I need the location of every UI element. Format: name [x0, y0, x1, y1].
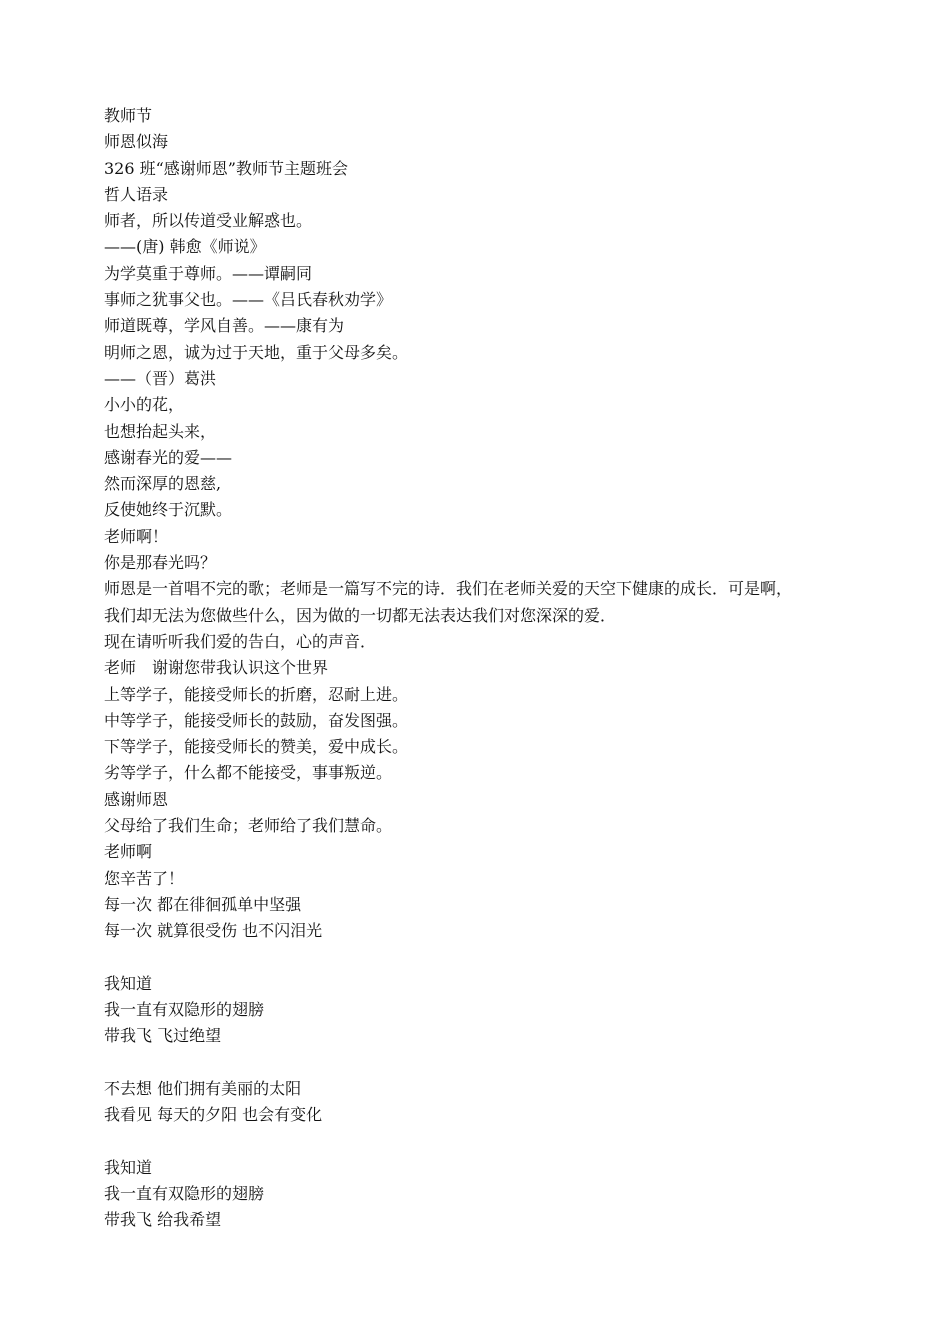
doc-heading: 326 班“感谢师恩”教师节主题班会	[104, 158, 348, 178]
lyric-line: 每一次 就算很受伤 也不闪泪光	[104, 921, 323, 941]
paragraph-line: 现在请听听我们爱的告白，心的声音．	[104, 631, 377, 651]
document-body	[104, 103, 864, 1234]
poem-line: 老师啊！	[104, 526, 169, 546]
lyric-line: 我看见 每天的夕阳 也会有变化	[104, 1105, 323, 1125]
blank-line	[104, 945, 864, 971]
lyric-line: 带我飞 给我希望	[104, 1210, 222, 1230]
section-heading: 感谢师恩	[104, 789, 169, 809]
lyric-line: 我知道	[104, 1157, 153, 1177]
poem-line: 也想抬起头来，	[104, 421, 217, 441]
blank-line	[104, 1129, 864, 1155]
text-line: 下等学子，能接受师长的赞美，爱中成长。	[104, 737, 409, 757]
text-line: 上等学子，能接受师长的折磨，忍耐上进。	[104, 684, 409, 704]
text-line: ——(唐) 韩愈《师说》	[104, 237, 266, 257]
paragraph-line: 师恩是一首唱不完的歌；老师是一篇写不完的诗．我们在老师关爱的天空下健康的成长．可是啊，	[104, 579, 793, 599]
poem-line: 感谢春光的爱——	[104, 447, 233, 467]
blank-line	[104, 1050, 864, 1076]
poem-line: 你是那春光吗？	[104, 553, 217, 573]
lyric-line: 每一次 都在徘徊孤单中坚强	[104, 894, 302, 914]
text-line: 师者，所以传道受业解惑也。	[104, 211, 313, 231]
lyric-line: 带我飞 飞过绝望	[104, 1026, 222, 1046]
text-line: ——（晋）葛洪	[104, 368, 217, 388]
lyric-line: 我一直有双隐形的翅膀	[104, 1000, 265, 1020]
lyric-line: 我一直有双隐形的翅膀	[104, 1184, 265, 1204]
text-line: 老师啊	[104, 842, 153, 862]
text-line: 事师之犹事父也。——《吕氏春秋劝学》	[104, 290, 393, 310]
text-line: 老师 谢谢您带我认识这个世界	[104, 658, 329, 678]
text-line: 明师之恩，诚为过于天地，重于父母多矣。	[104, 342, 409, 362]
doc-title: 教师节	[104, 106, 153, 125]
poem-line: 然而深厚的恩慈,	[104, 474, 222, 494]
section-heading-quotes: 哲人语录	[104, 184, 169, 204]
paragraph-line: 我们却无法为您做些什么，因为做的一切都无法表达我们对您深深的爱．	[104, 605, 617, 625]
text-line: 您辛苦了！	[104, 868, 185, 888]
lyric-line: 不去想 他们拥有美丽的太阳	[104, 1078, 302, 1098]
text-line: 师道既尊，学风自善。——康有为	[104, 316, 345, 336]
poem-line: 小小的花，	[104, 395, 185, 415]
poem-line: 反使她终于沉默。	[104, 500, 233, 520]
text-line: 中等学子，能接受师长的鼓励，奋发图强。	[104, 710, 409, 730]
text-line: 劣等学子，什么都不能接受，事事叛逆。	[104, 763, 393, 783]
lyric-line: 我知道	[104, 973, 153, 993]
doc-subtitle: 师恩似海	[104, 132, 169, 152]
text-line: 父母给了我们生命；老师给了我们慧命。	[104, 816, 393, 836]
text-line: 为学莫重于尊师。——谭嗣同	[104, 263, 313, 283]
